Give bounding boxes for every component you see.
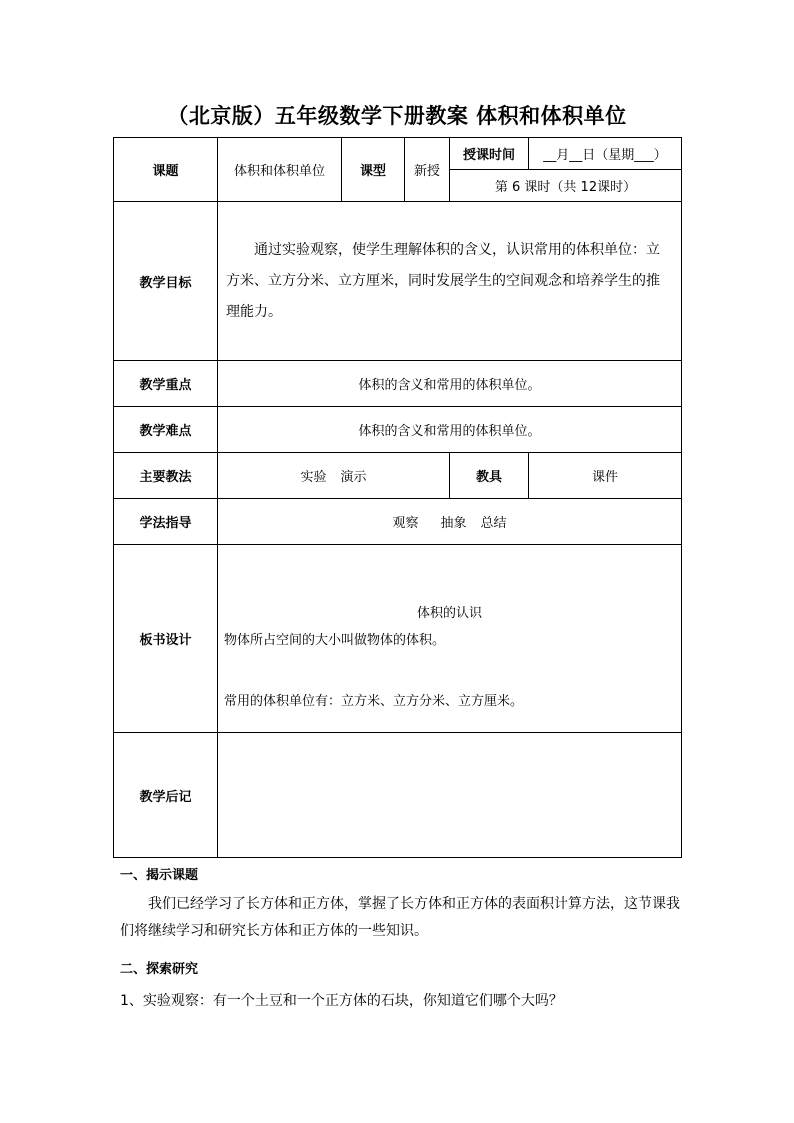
document-title: （北京版）五年级数学下册教案 体积和体积单位 bbox=[167, 104, 627, 128]
difficulty-value: 体积的含义和常用的体积单位。 bbox=[218, 407, 682, 453]
row-key bbox=[114, 361, 682, 407]
notes-label: 教学后记 bbox=[114, 733, 218, 858]
section-1-text: 我们已经学习了长方体和正方体，掌握了长方体和正方体的表面积计算方法，这节课我们将继续学习和研究长方体和正方体的一些知识。 bbox=[120, 896, 680, 939]
row-goal bbox=[114, 202, 682, 361]
tools-value: 课件 bbox=[529, 453, 682, 499]
guide-value-3: 总结 bbox=[480, 516, 507, 531]
board-line-2: 常用的体积单位有：立方米、立方分米、立方厘米。 bbox=[224, 694, 524, 709]
goal-label: 教学目标 bbox=[114, 202, 218, 361]
type-label: 课型 bbox=[342, 138, 405, 202]
guide-value bbox=[218, 499, 682, 545]
method-value-1: 实验 bbox=[300, 470, 327, 485]
row-difficulty bbox=[114, 407, 682, 453]
row-guide bbox=[114, 499, 682, 545]
board-label: 板书设计 bbox=[114, 545, 218, 733]
guide-value-2: 抽象 bbox=[440, 516, 467, 531]
guide-label: 学法指导 bbox=[114, 499, 218, 545]
guide-value-1: 观察 bbox=[392, 516, 419, 531]
goal-cell bbox=[218, 202, 682, 361]
board-cell bbox=[218, 545, 682, 733]
row-method bbox=[114, 453, 682, 499]
row-notes bbox=[114, 733, 682, 858]
key-value: 体积的含义和常用的体积单位。 bbox=[218, 361, 682, 407]
tools-label: 教具 bbox=[450, 453, 529, 499]
type-value: 新授 bbox=[405, 138, 450, 202]
method-value bbox=[218, 453, 450, 499]
goal-value: 通过实验观察，使学生理解体积的含义，认识常用的体积单位：立方米、立方分米、立方厘米，同时发展学生的空间观念和培养学生的推理能力。 bbox=[226, 241, 660, 320]
topic-value: 体积和体积单位 bbox=[218, 138, 342, 202]
board-line-1: 物体所占空间的大小叫做物体的体积。 bbox=[224, 633, 446, 648]
difficulty-label: 教学难点 bbox=[114, 407, 218, 453]
notes-value bbox=[218, 733, 682, 858]
row-board bbox=[114, 545, 682, 733]
method-label: 主要教法 bbox=[114, 453, 218, 499]
key-label: 教学重点 bbox=[114, 361, 218, 407]
topic-label: 课题 bbox=[114, 138, 218, 202]
section-1-title: 一、揭示课题 bbox=[120, 868, 199, 883]
method-value-2: 演示 bbox=[340, 470, 367, 485]
section-2-item-1: 1、实验观察：有一个土豆和一个正方体的石块，你知道它们哪个大吗？ bbox=[120, 993, 563, 1009]
time-value: __月__日（星期___） bbox=[529, 138, 682, 170]
lesson-count: 第 6 课时（共 12课时） bbox=[450, 170, 682, 202]
row-topic bbox=[114, 138, 682, 170]
board-heading: 体积的认识 bbox=[417, 606, 483, 621]
time-label: 授课时间 bbox=[450, 138, 529, 170]
lesson-plan-table bbox=[113, 137, 682, 858]
section-2-title: 二、探索研究 bbox=[120, 962, 199, 977]
